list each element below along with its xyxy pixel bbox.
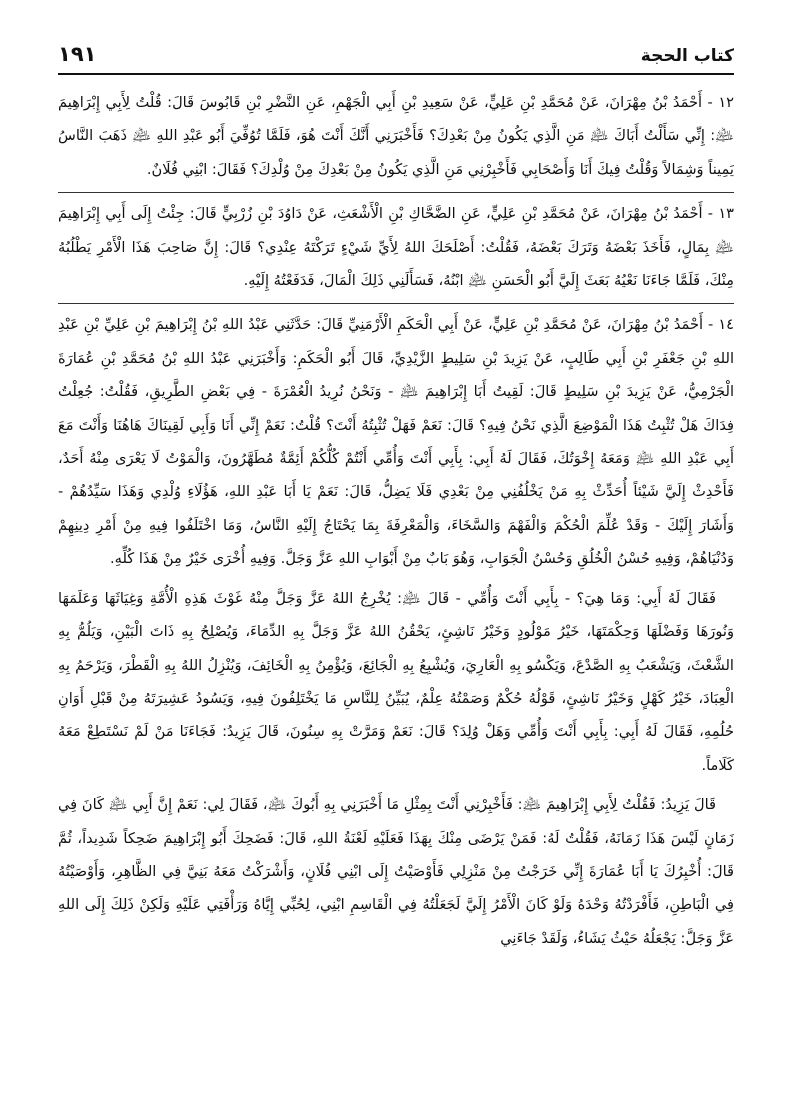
header-rule — [58, 73, 734, 75]
hadith-14: ١٤ - أَحْمَدُ بْنُ مِهْرَانَ، عَنْ مُحَمَّدِ بْنِ عَلِيٍّ، عَنْ أَبِي الْحَكَمِ الْأَرْمَنِيِّ قَالَ: حَدَّثَنِي عَبْدُ اللهِ بْنُ إِبْرَاهِيمَ بْنِ عَلِيِّ بْنِ عَبْدِ اللهِ بْنِ جَعْفَرِ بْنِ أَبِي طَالِبٍ، عَنْ يَزِيدَ بْنِ سَلِيطٍ الزَّيْدِيِّ، قَالَ أَبُو الْحَكَمِ: وَأَخْبَرَنِي عَبْدُ اللهِ بْنُ مُحَمَّدِ بْنِ عُمَارَةَ الْجَرْمِيُّ، عَنْ يَزِيدَ بْنِ سَلِيطٍ قَالَ: لَقِيتُ أَبَا إِبْرَاهِيمَ ﵇ - وَنَحْنُ نُرِيدُ الْعُمْرَةَ - فِي بَعْضِ الطَّرِيقِ، فَقُلْتُ: جُعِلْتُ فِدَاكَ هَلْ تُثْبِتُ هَذَا الْمَوْضِعَ الَّذِي نَحْنُ فِيهِ؟ قَالَ: نَعَمْ فَهَلْ تُثْبِتُهُ أَنْتَ؟ قُلْتُ: نَعَمْ إِنِّي أَنَا وَأَبِي لَقِينَاكَ هَاهُنَا وَأَنْتَ مَعَ أَبِي عَبْدِ اللهِ ﵇ وَمَعَهُ إِخْوَتُكَ، فَقَالَ لَهُ أَبِي: بِأَبِي أَنْتَ وَأُمِّي أَنْتُمْ كُلُّكُمْ أَئِمَّةٌ مُطَهَّرُونَ، وَالْمَوْتُ لَا يَعْرَى مِنْهُ أَحَدٌ، فَأَحْدِثْ إِلَيَّ شَيْئاً أُحَدِّثْ بِهِ مَنْ يَخْلُفُنِي مِنْ بَعْدِي فَلَا يَضِلُّ، قَالَ: نَعَمْ يَا أَبَا عَبْدِ اللهِ، هَؤُلَاءِ وُلْدِي وَهَذَا سَيِّدُهُمْ - وَأَشَارَ إِلَيْكَ - وَقَدْ عُلِّمَ الْحُكْمَ وَالْفَهْمَ وَالسَّخَاءَ، وَالْمَعْرِفَةَ بِمَا يَحْتَاجُ إِلَيْهِ النَّاسُ، وَمَا اخْتَلَفُوا فِيهِ مِنْ أَمْرِ دِينِهِمْ وَدُنْيَاهُمْ، وَفِيهِ حُسْنُ الْخُلُقِ وَحُسْنُ الْجَوَابِ، وَهُوَ بَابٌ مِنْ أَبْوَابِ اللهِ عَزَّ وَجَلَّ. وَفِيهِ أُخْرَى خَيْرٌ مِنْ هَذَا كُلِّهِ. — [58, 303, 734, 575]
hadith-14-yazid: قَالَ يَزِيدُ: فَقُلْتُ لِأَبِي إِبْرَاهِيمَ ﵇: فَأَخْبِرْنِي أَنْتَ بِمِثْلِ مَا أَخْبَرَنِي بِهِ أَبُوكَ ﵇، فَقَالَ لِي: نَعَمْ إِنَّ أَبِي ﵇ كَانَ فِي زَمَانٍ لَيْسَ هَذَا زَمَانَهُ، فَقُلْتُ لَهُ: فَمَنْ يَرْضَى مِنْكَ بِهَذَا فَعَلَيْهِ لَعْنَةُ اللهِ، قَالَ: فَضَحِكَ أَبُو إِبْرَاهِيمَ ضَحِكاً شَدِيداً، ثُمَّ قَالَ: أُخْبِرُكَ يَا أَبَا عُمَارَةَ إِنِّي خَرَجْتُ مِنْ مَنْزِلِي فَأَوْصَيْتُ إِلَى ابْنِي فُلَانٍ، وَأَشْرَكْتُ مَعَهُ بَنِيَّ فِي الظَّاهِرِ، وَأَوْصَيْتُهُ فِي الْبَاطِنِ، فَأَفْرَدْتُهُ وَحْدَهُ وَلَوْ كَانَ الْأَمْرُ إِلَيَّ لَجَعَلْتُهُ فِي الْقَاسِمِ ابْنِي، لِحُبِّي إِيَّاهُ وَرَأْفَتِي عَلَيْهِ وَلَكِنْ ذَلِكَ إِلَى اللهِ عَزَّ وَجَلَّ: يَجْعَلُهُ حَيْثُ يَشَاءُ، وَلَقَدْ جَاءَنِي — [58, 796, 734, 947]
page-body — [58, 86, 734, 1096]
running-title: كتاب الحجة — [640, 46, 734, 66]
hadith-13: ١٣ - أَحْمَدُ بْنُ مِهْرَانَ، عَنْ مُحَمَّدِ بْنِ عَلِيٍّ، عَنِ الضَّحَّاكِ بْنِ الْأَشْعَثِ، عَنْ دَاوُدَ بْنِ زُرْبِيٍّ قَالَ: جِئْتُ إِلَى أَبِي إِبْرَاهِيمَ ﵇ بِمَالٍ، فَأَخَذَ بَعْضَهُ وَتَرَكَ بَعْضَهُ، فَقُلْتُ: أَصْلَحَكَ اللهُ لِأَيِّ شَيْءٍ تَرَكْتَهُ عِنْدِي؟ قَالَ: إِنَّ صَاحِبَ هَذَا الْأَمْرِ يَطْلُبُهُ مِنْكَ، فَلَمَّا جَاءَنَا نَعْيُهُ بَعَثَ إِلَيَّ أَبُو الْحَسَنِ ﵇ ابْنُهُ، فَسَأَلَنِي ذَلِكَ الْمَالَ، فَدَفَعْتُهُ إِلَيْهِ. — [58, 192, 734, 297]
page-header — [58, 42, 734, 72]
hadith-14-continued: فَقَالَ لَهُ أَبِي: وَمَا هِيَ؟ - بِأَبِي أَنْتَ وَأُمِّي - قَالَ ﵇: يُخْرِجُ اللهُ عَزَّ وَجَلَّ مِنْهُ غَوْثَ هَذِهِ الْأُمَّةِ وَغِيَاثَهَا وَعَلَمَهَا وَنُورَهَا وَفَضْلَهَا وَحِكْمَتَهَا، خَيْرُ مَوْلُودٍ وَخَيْرُ نَاشِئٍ، يَحْقُنُ اللهُ عَزَّ وَجَلَّ بِهِ الدِّمَاءَ، وَيُصْلِحُ بِهِ ذَاتَ الْبَيْنِ، وَيَلُمُّ بِهِ الشَّعْثَ، وَيَشْعَبُ بِهِ الصَّدْعَ، وَيَكْسُو بِهِ الْعَارِيَ، وَيُشْبِعُ بِهِ الْجَائِعَ، وَيُؤْمِنُ بِهِ الْخَائِفَ، وَيُنْزِلُ اللهُ بِهِ الْقَطْرَ، وَيَرْحَمُ بِهِ الْعِبَادَ، خَيْرُ كَهْلٍ وَخَيْرُ نَاشِئٍ، قَوْلُهُ حُكْمٌ وَصَمْتُهُ عِلْمٌ، يُبَيِّنُ لِلنَّاسِ مَا يَخْتَلِفُونَ فِيهِ، وَيَسُودُ عَشِيرَتَهُ مِنْ قَبْلِ أَوَانِ حُلُمِهِ، فَقَالَ لَهُ أَبِي: بِأَبِي أَنْتَ وَأُمِّي وَهَلْ وُلِدَ؟ قَالَ: نَعَمْ وَمَرَّتْ بِهِ سِنُونَ، قَالَ يَزِيدُ: فَجَاءَنَا مَنْ لَمْ نَسْتَطِعْ مَعَهُ كَلَاماً. — [58, 589, 734, 774]
page-number: ١٩١ — [58, 42, 97, 66]
hadith-12: ١٢ - أَحْمَدُ بْنُ مِهْرَانَ، عَنْ مُحَمَّدِ بْنِ عَلِيٍّ، عَنْ سَعِيدِ بْنِ أَبِي الْجَهْمِ، عَنِ النَّضْرِ بْنِ قَابُوسَ قَالَ: قُلْتُ لِأَبِي إِبْرَاهِيمَ ﵇: إِنِّي سَأَلْتُ أَبَاكَ ﵇ مَنِ الَّذِي يَكُونُ مِنْ بَعْدِكَ؟ فَأَخْبَرَنِي أَنَّكَ أَنْتَ هُوَ، فَلَمَّا تُوُفِّيَ أَبُو عَبْدِ اللهِ ﵇ ذَهَبَ النَّاسُ يَمِيناً وَشِمَالاً وَقُلْتُ فِيكَ أَنَا وَأَصْحَابِي فَأَخْبِرْنِي مَنِ الَّذِي يَكُونُ مِنْ بَعْدِكَ مِنْ وُلْدِكَ؟ فَقَالَ: ابْنِي فُلَانٌ. — [58, 94, 734, 178]
